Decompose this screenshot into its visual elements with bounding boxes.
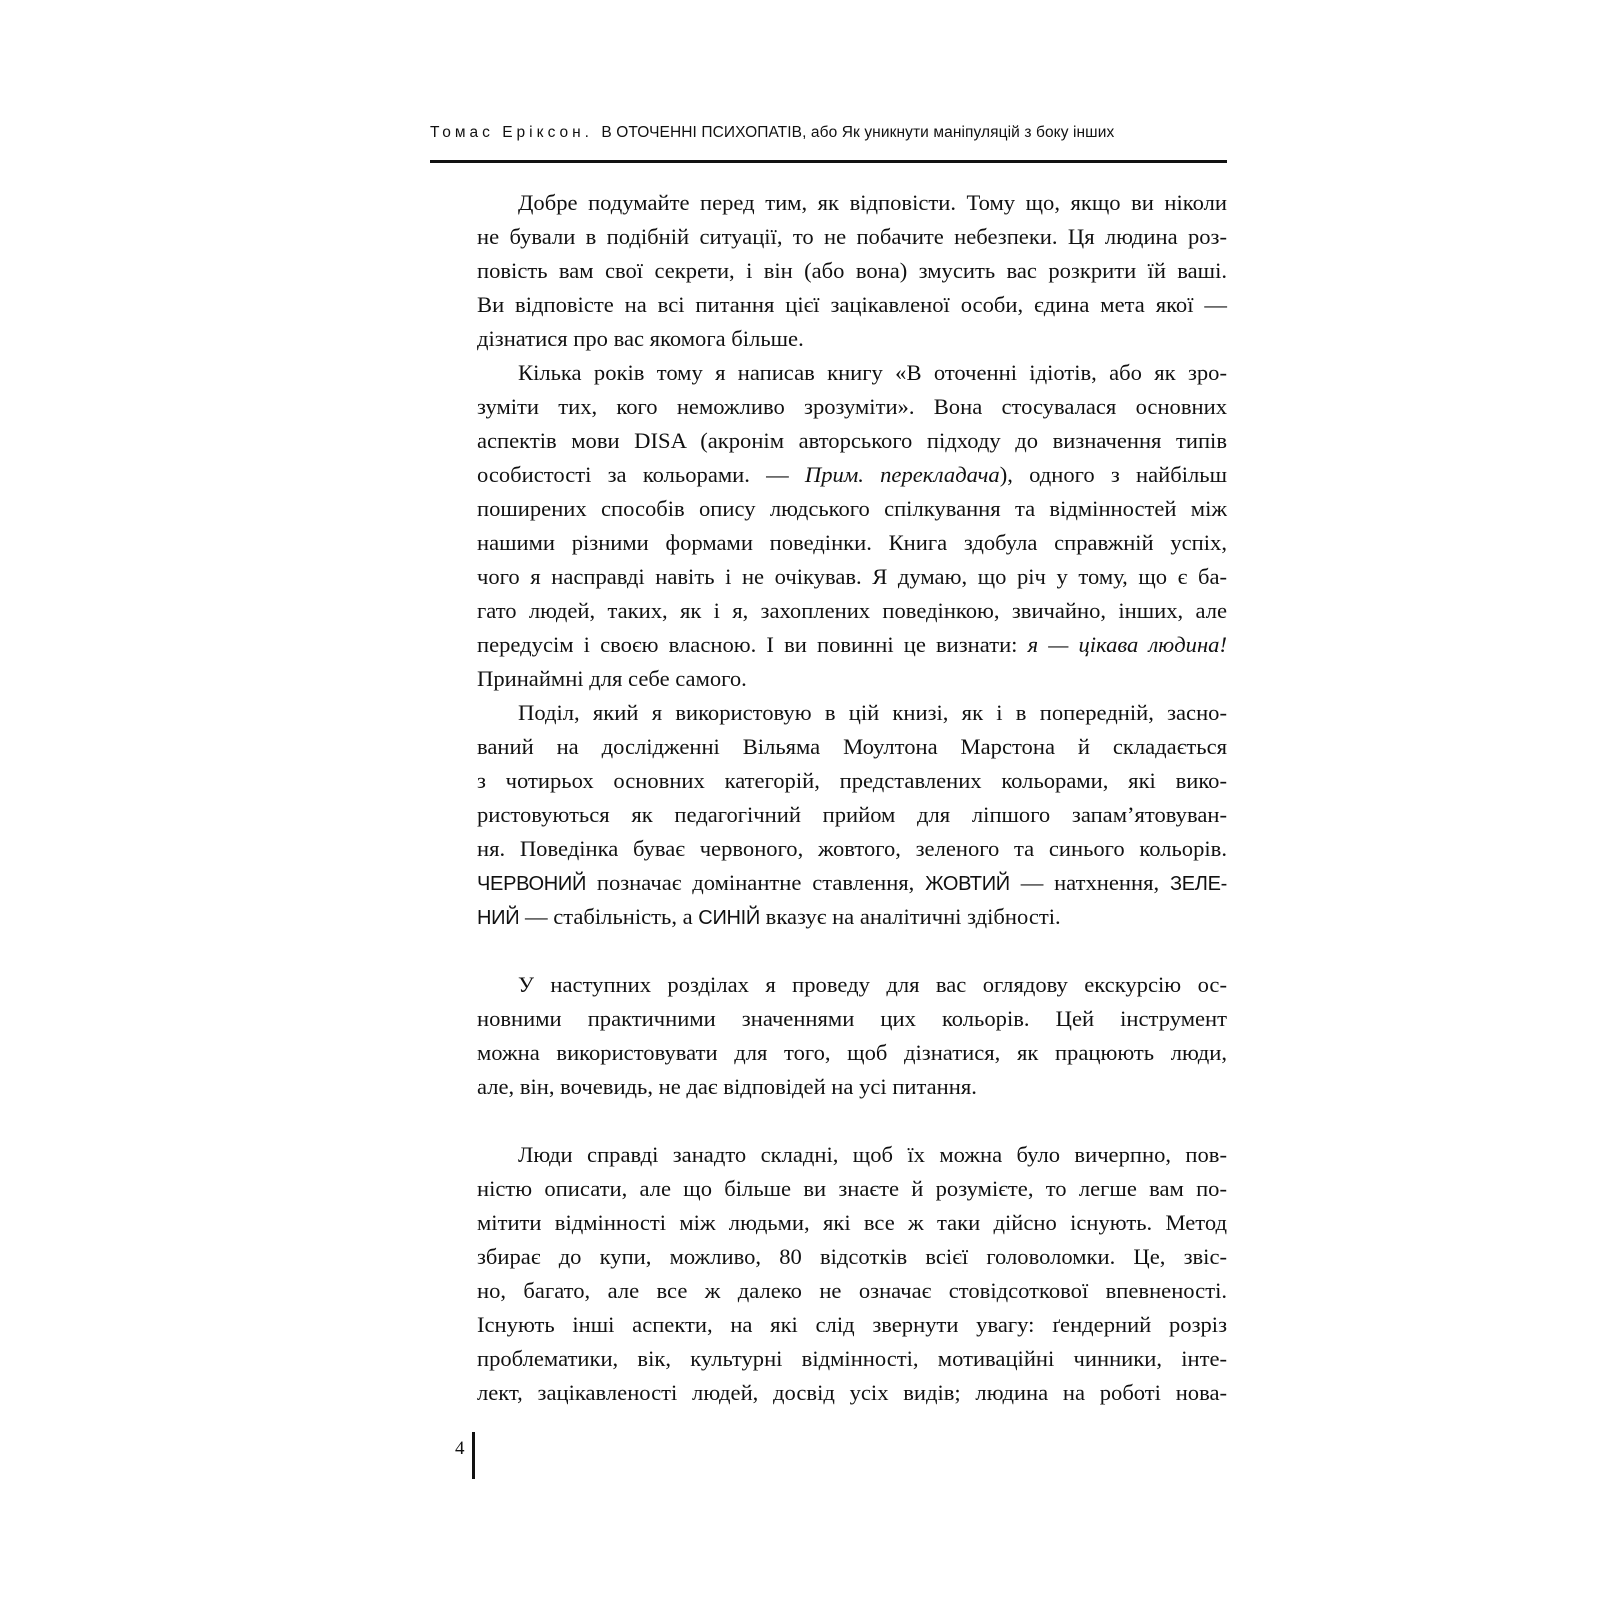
text-run: — натхнення,: [1009, 870, 1170, 895]
text-line-with-italic: [477, 628, 1227, 662]
page-number: 4: [455, 1438, 465, 1459]
text-line: ваний на дослідженні Вільяма Моултона Марстона й складається: [477, 734, 1227, 759]
text-run: позначає домінантне ставлення,: [586, 870, 926, 895]
text-line: аспектів мови DISA (акронім авторського підходу до визначення типів: [477, 428, 1227, 453]
italic-emphasis: я — цікава людина!: [1027, 632, 1227, 657]
text-line-with-italic: [477, 458, 1227, 492]
text-line: чого я насправді навіть і не очікував. Я думаю, що річ у тому, що є ба-: [477, 564, 1227, 589]
text-line: Поділ, який я використовую в цій книзі, як і в попередній, засно-: [518, 700, 1227, 725]
body-text: [477, 186, 1227, 1410]
text-line: з чотирьох основних категорій, представлених кольорами, які вико-: [477, 768, 1227, 793]
running-head-title: В ОТОЧЕННІ ПСИХОПАТІВ, або Як уникнути маніпуляцій з боку інших: [601, 124, 1115, 141]
text-line: можна використовувати для того, щоб дізнатися, як працюють люди,: [477, 1040, 1227, 1065]
paragraph-gap: [477, 1104, 1227, 1138]
text-line: Ви відповісте на всі питання цієї зацікавленої особи, єдина мета якої —: [477, 292, 1227, 317]
text-line: зуміти тих, кого неможливо зрозуміти». Вона стосувалася основних: [477, 394, 1227, 419]
text-line: но, багато, але все ж далеко не означає стовідсоткової впевненості.: [477, 1278, 1227, 1303]
page-number-rule: [472, 1432, 475, 1479]
text-line: Добре подумайте перед тим, як відповісти. Тому що, якщо ви ніколи: [518, 190, 1227, 215]
text-line: гато людей, таких, як і я, захоплених поведінкою, звичайно, інших, але: [477, 598, 1227, 623]
text-line: повість вам свої секрети, і він (або вона) змусить вас розкрити їй ваші.: [477, 258, 1227, 283]
text-line: ристовуються як педагогічний прийом для ліпшого запам’ятовуван-: [477, 802, 1227, 827]
text-line: збирає до купи, можливо, 80 відсотків всієї головоломки. Це, звіс-: [477, 1244, 1227, 1269]
text-line: лект, зацікавленості людей, досвід усіх видів; людина на роботі нова-: [477, 1380, 1227, 1405]
text-line: нашими різними формами поведінки. Книга здобула справжній успіх,: [477, 530, 1227, 555]
text-line: новними практичними значеннями цих кольорів. Цей інструмент: [477, 1006, 1227, 1031]
paragraph-gap: [477, 934, 1227, 968]
text-run: — стабільність, а: [519, 904, 699, 929]
color-term-blue: СИНІЙ: [698, 907, 760, 929]
text-line: Існують інші аспекти, на які слід звернути увагу: ґендерний розріз: [477, 1312, 1227, 1337]
text-line: Люди справді занадто складні, щоб їх можна було вичерпно, пов-: [518, 1142, 1227, 1167]
running-head-author: Томас Еріксон.: [430, 124, 593, 141]
text-run: передусім і своєю власною. І ви повинні це визнати:: [477, 632, 1028, 657]
text-line: поширених способів опису людського спілкування та відмінностей між: [477, 496, 1227, 521]
italic-note: Прим. перекладача: [804, 462, 1000, 487]
color-term-red: ЧЕРВОНИЙ: [477, 873, 587, 895]
text-line: Принаймні для себе самого.: [477, 666, 747, 691]
color-term-green: ЗЕЛЕ-: [1169, 873, 1227, 895]
text-line: але, він, вочевидь, не дає відповідей на усі питання.: [477, 1074, 977, 1099]
text-line: мітити відмінності між людьми, які все ж таки дійсно існують. Метод: [477, 1210, 1227, 1235]
text-run: особистості за кольорами. —: [477, 462, 805, 487]
text-line: Кілька років тому я написав книгу «В оточенні ідіотів, або як зро-: [518, 360, 1227, 385]
running-head: [430, 124, 1230, 142]
text-line: не бували в подібній ситуації, то не побачите небезпеки. Ця людина роз-: [477, 224, 1227, 249]
text-line: ністю описати, але що більше ви знаєте й розумієте, то легше вам по-: [477, 1176, 1227, 1201]
text-line: проблематики, вік, культурні відмінності, мотиваційні чинники, інте-: [477, 1346, 1227, 1371]
text-line: ня. Поведінка буває червоного, жовтого, зеленого та синього кольорів.: [477, 836, 1227, 861]
color-term-green: НИЙ: [477, 907, 520, 929]
header-rule: [430, 160, 1227, 163]
text-line: дізнатися про вас якомога більше.: [477, 326, 804, 351]
text-line: У наступних розділах я проведу для вас оглядову екскурсію ос-: [518, 972, 1227, 997]
text-run: ), одного з найбільш: [999, 462, 1227, 487]
color-term-yellow: ЖОВТИЙ: [925, 873, 1010, 895]
text-run: вказує на аналітичні здібності.: [760, 904, 1061, 929]
text-line-with-color-terms: [477, 866, 1227, 900]
text-line-with-color-terms: [477, 900, 1227, 934]
